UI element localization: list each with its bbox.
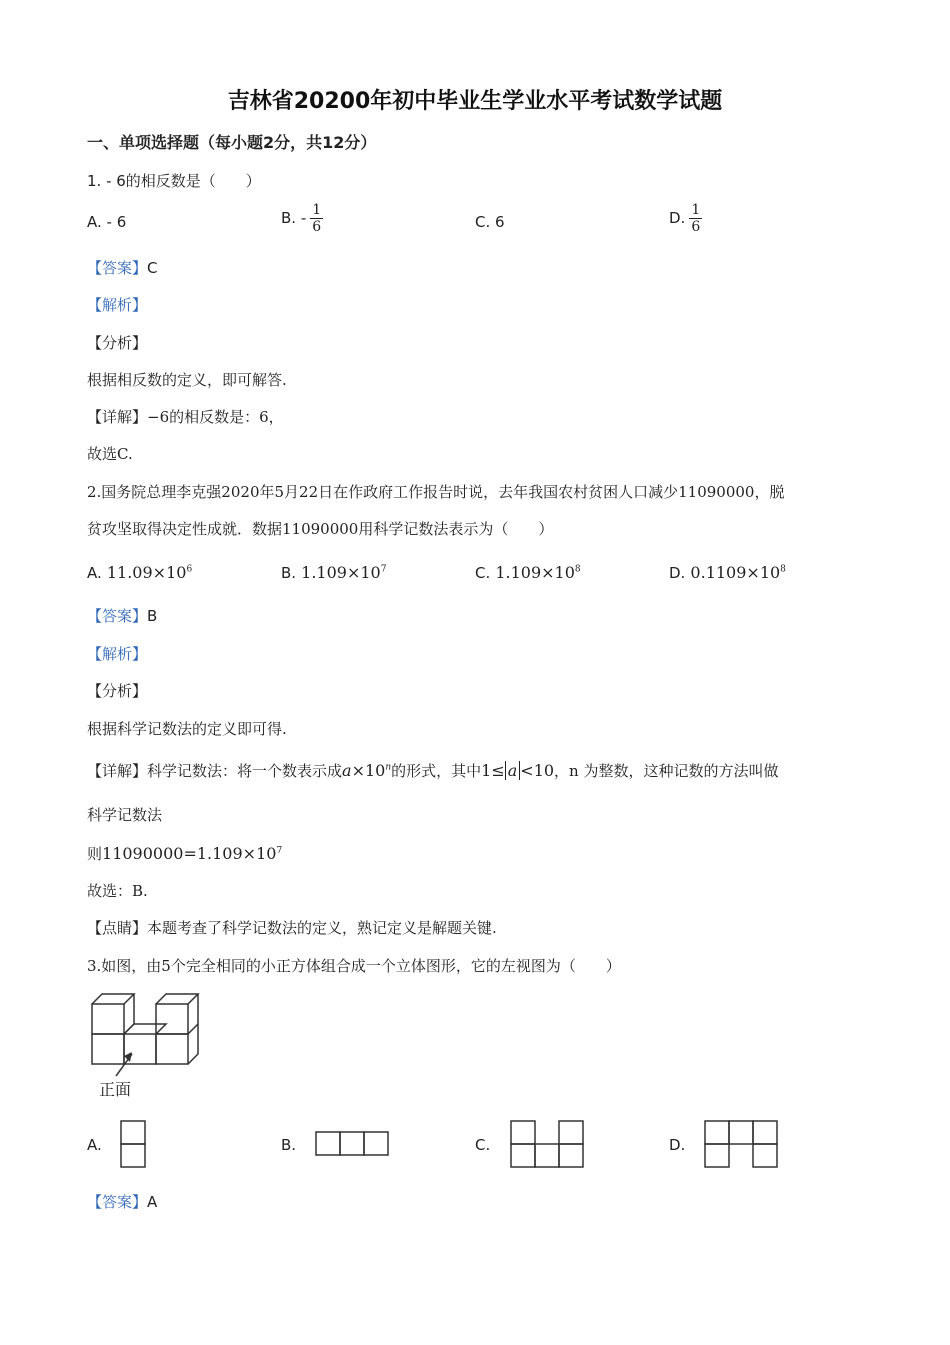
option-label: A.	[87, 564, 102, 582]
option-base: 11.09×10	[106, 563, 187, 582]
result-formula: 11090000=1.109×10	[102, 844, 277, 863]
q1-option-c: C. 6	[475, 213, 505, 231]
q2-option-d	[669, 563, 786, 582]
fraction-numerator: 1	[312, 202, 322, 218]
detail-formula	[342, 761, 391, 780]
q2-detail-line2: 科学记数法	[87, 806, 163, 824]
option-exponent: 7	[380, 564, 387, 575]
formula-base: ×10	[351, 761, 386, 780]
q3-option-a-label: A.	[87, 1136, 102, 1154]
q3-option-a-figure	[118, 1118, 148, 1170]
q3-option-c-label: C.	[475, 1136, 491, 1154]
fraction-denominator: 6	[691, 219, 701, 235]
q1-option-a: A. - 6	[87, 213, 127, 231]
fraction-numerator: 1	[691, 202, 701, 218]
q3-option-d-label: D.	[669, 1136, 686, 1154]
detail-suffix: ，n 为整数，这种记数的方法叫做	[554, 762, 779, 780]
detail-mid: 的形式，其中	[391, 762, 482, 780]
ineq-var: a	[505, 761, 521, 780]
q1-choose: 故选C.	[87, 445, 133, 463]
square	[121, 1144, 145, 1167]
q3-answer	[87, 1191, 157, 1212]
answer-tag: 【答案】	[87, 259, 148, 277]
q1-option-d-prefix: D.	[669, 209, 686, 227]
square	[559, 1144, 583, 1167]
option-base: 1.109×10	[495, 563, 575, 582]
q2-detail	[87, 760, 778, 781]
q2-jiexi-tag: 【解析】	[87, 645, 148, 663]
q3-option-c-figure	[508, 1118, 588, 1170]
square	[364, 1132, 388, 1155]
square	[753, 1121, 777, 1144]
cube-top-edge	[92, 994, 134, 1004]
option-base: 1.109×10	[301, 563, 381, 582]
q2-option-c	[475, 563, 581, 582]
cube-top-edge	[156, 994, 198, 1004]
q1-option-d-fraction	[689, 202, 702, 235]
answer-tag: 【答案】	[87, 1193, 148, 1211]
q1-analysis: 根据相反数的定义，即可解答.	[87, 371, 287, 389]
q2-analysis: 根据科学记数法的定义即可得.	[87, 720, 287, 738]
q1-detail: 【详解】−6的相反数是：6，	[87, 408, 284, 426]
ineq-right: <10	[520, 761, 555, 780]
front-view-label: 正面	[99, 1080, 132, 1099]
q3-option-b-label: B.	[281, 1136, 297, 1154]
page-title: 吉林省20200年初中毕业生学业水平考试数学试题	[227, 89, 723, 114]
square	[729, 1121, 753, 1144]
q3-option-d-figure	[702, 1118, 782, 1170]
option-exponent: 6	[186, 564, 193, 575]
square	[753, 1144, 777, 1167]
cube-top-edge	[124, 1024, 166, 1034]
q2-dianjing: 【点睛】本题考查了科学记数法的定义，熟记定义是解题关键.	[87, 919, 497, 937]
option-exponent: 8	[574, 564, 581, 575]
q2-option-b	[281, 563, 386, 582]
square	[535, 1144, 559, 1167]
square	[121, 1121, 145, 1144]
q1-fenxi-tag: 【分析】	[87, 334, 148, 352]
q1-option-d	[669, 202, 702, 235]
square	[559, 1121, 583, 1144]
answer-value: B	[147, 607, 158, 625]
option-base: 0.1109×10	[690, 563, 781, 582]
option-label: C.	[475, 564, 491, 582]
ineq-left: 1≤	[481, 761, 505, 780]
q2-result	[87, 843, 282, 864]
cube-edge	[188, 1024, 198, 1034]
square	[340, 1132, 364, 1155]
q1-option-b-prefix: B. -	[281, 209, 307, 227]
square	[511, 1144, 535, 1167]
q2-answer	[87, 605, 157, 626]
cube-face	[156, 1034, 188, 1064]
answer-value: A	[147, 1193, 158, 1211]
q2-stem-line1: 2.国务院总理李克强2020年5月22日在作政府工作报告时说，去年我国农村贫困人口减少11090000，脱	[87, 483, 785, 501]
q2-choose: 故选：B.	[87, 882, 148, 900]
q2-option-a	[87, 563, 192, 582]
q2-fenxi-tag: 【分析】	[87, 682, 148, 700]
square	[316, 1132, 340, 1155]
detail-inequality	[481, 761, 554, 780]
fraction-denominator: 6	[312, 219, 322, 235]
section-heading: 一、单项选择题（每小题2分，共12分）	[87, 133, 377, 152]
answer-value: C	[147, 259, 158, 277]
square	[705, 1144, 729, 1167]
answer-tag: 【答案】	[87, 607, 148, 625]
square	[511, 1121, 535, 1144]
option-exponent: 8	[780, 564, 786, 575]
q1-jiexi-tag: 【解析】	[87, 296, 148, 314]
q3-stem: 3.如图，由5个完全相同的小正方体组合成一个立体图形，它的左视图为（ ）	[87, 957, 621, 975]
detail-prefix: 【详解】科学记数法：将一个数表示成	[87, 762, 343, 780]
result-prefix: 则	[87, 845, 103, 863]
option-label: D.	[669, 564, 686, 582]
cube-face	[92, 1034, 124, 1064]
q1-option-b-fraction	[310, 202, 323, 235]
q3-option-b-figure	[313, 1129, 393, 1159]
q1-option-b	[281, 202, 323, 235]
q2-stem-line2: 贫攻坚取得决定性成就．数据11090000用科学记数法表示为（ ）	[87, 520, 554, 538]
option-label: B.	[281, 564, 297, 582]
cube-face	[92, 1004, 124, 1034]
formula-exponent: n	[385, 762, 392, 773]
q1-stem: 1. - 6的相反数是（ ）	[87, 172, 261, 190]
result-exponent: 7	[276, 846, 283, 856]
square	[705, 1121, 729, 1144]
formula-var: a	[342, 761, 352, 780]
q1-answer	[87, 257, 158, 278]
